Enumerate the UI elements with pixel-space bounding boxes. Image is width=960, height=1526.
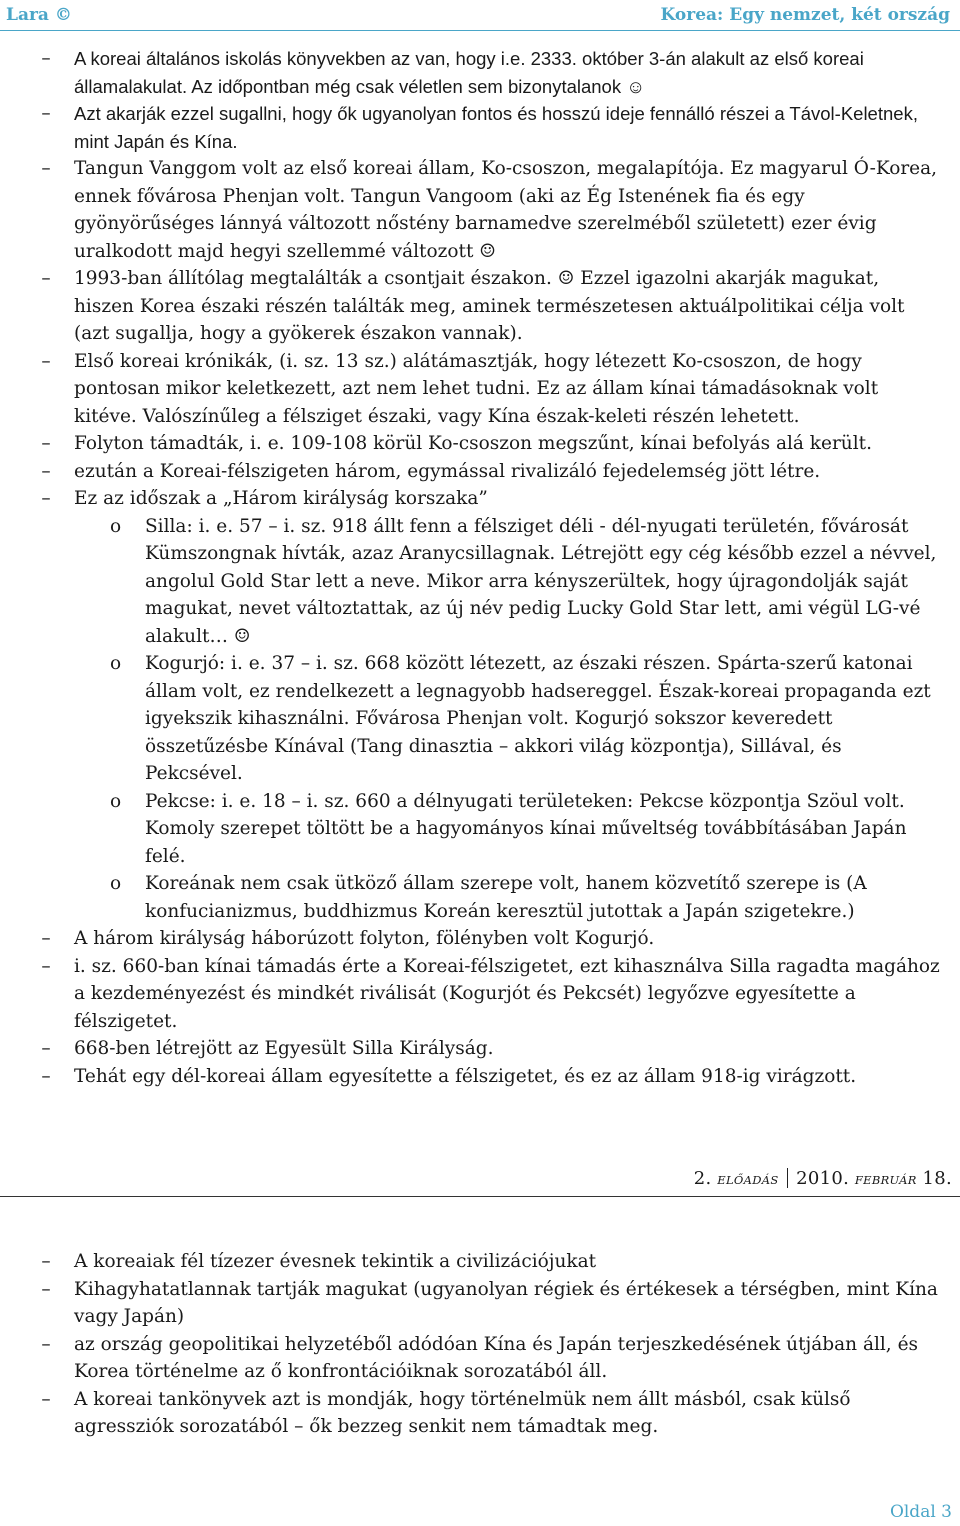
list-item-text: A három királyság háborúzott folyton, fölényben volt Kogurjó. <box>74 928 655 949</box>
dash-marker: – <box>41 1038 51 1059</box>
list-item-text: A koreai általános iskolás könyvekben az van, hogy i.e. 2333. október 3-án alakult az első koreai államalakulat. Az időpontban még csak véletlen sem bizonytalanok ☺ <box>74 48 864 97</box>
dash-marker: – <box>41 928 51 949</box>
list-item-text: Azt akarják ezzel sugallni, hogy ők ugyanolyan fontos és hosszú ideje fennálló részei a Távol-Keletnek, mint Japán és Kína. <box>74 103 918 152</box>
list-item <box>0 953 960 1036</box>
section-date-day: 18. <box>922 1168 952 1189</box>
sub-list-item-text: Silla: i. e. 57 – i. sz. 918 állt fenn a félsziget déli - dél-nyugati területén, fővárosát Kümszongnak hívták, azaz Aranycsillagnak. Létrejött egy cég később ezzel a névvel, angolul Gold Star lett a neve. Mikor arra kényszerültek, hogy újragondolják saját magukat, nevet változtattak, az új név pedig Lucky Gold Star lett, ami végül LG-vé alakult… ☺ <box>145 515 937 647</box>
list-item <box>0 1248 960 1276</box>
list-item-text: i. sz. 660-ban kínai támadás érte a Koreai-félszigetet, ezt kihasználva Silla ragadta magához a kezdeményezést és mindkét riválisát (Kogurjót és Pekcsét) legyőzve egyesítette a félszigetet. <box>74 955 940 1032</box>
list-item <box>0 430 960 458</box>
list-item-text: A koreai tankönyvek azt is mondják, hogy történelmük nem állt másból, csak külső agressziók sorozatából – ők bezzeg senkit nem támadtak meg. <box>74 1388 851 1437</box>
bullet-list-1 <box>0 45 960 1090</box>
dash-marker: – <box>41 268 51 289</box>
list-item-text: Kihagyhatatlannak tartják magukat (ugyanolyan régiek és értékesek a térségben, mint Kína vagy Japán) <box>74 1278 938 1327</box>
sub-list-item-text: Kogurjó: i. e. 37 – i. sz. 668 között létezett, az északi részen. Spárta-szerű katonai állam volt, ez rendelkezett a legnagyobb hadsereggel. Észak-koreai propaganda ezt igyekszik kihasználni. Fővárosa Phenjan volt. Kogurjó sokszor keveredett összetűzésbe Kínával (Tang dinasztia – akkori világ központja), Sillával, és Pekcsével. <box>145 653 931 784</box>
list-item-text: az ország geopolitikai helyzetéből adódóan Kína és Japán terjeszkedésének útjában áll, és Korea történelme az ő konfrontációiknak sorozatából áll. <box>74 1333 919 1382</box>
list-item <box>0 925 960 953</box>
list-item-text: 1993-ban állítólag megtalálták a csontjait északon. ☺ Ezzel igazolni akarják magukat, hiszen Korea északi részén találták meg, aminek természetesen aktuálpolitikai célja volt (azt sugallja, hogy a gyökerek északon vannak). <box>74 268 905 344</box>
list-item-text: Ez az időszak a „Három királyság korszaka” <box>74 488 488 509</box>
dash-marker: – <box>41 1333 51 1355</box>
section-rule <box>0 1196 960 1197</box>
sub-list-item <box>0 788 960 871</box>
sub-list-item <box>0 513 960 651</box>
dash-marker: – <box>41 1278 51 1300</box>
list-item <box>0 45 960 100</box>
section-number: 2. <box>693 1168 712 1189</box>
dash-marker: – <box>41 1388 51 1410</box>
dash-marker: – <box>41 433 51 454</box>
page-header <box>0 0 960 32</box>
sub-list-item-text: Koreának nem csak ütköző állam szerepe volt, hanem közvetítő szerepe is (A konfucianizmus, buddhizmus Koreán keresztül jutottak a Japán szigetekre.) <box>145 873 867 922</box>
sub-list-item <box>0 870 960 925</box>
circle-marker: o <box>110 873 122 894</box>
list-item <box>0 1063 960 1091</box>
list-item <box>0 458 960 486</box>
list-item <box>0 1386 960 1441</box>
dash-marker: – <box>41 460 51 482</box>
sub-list-item-text: Pekcse: i. e. 18 – i. sz. 660 a délnyugati területeken: Pekcse központja Szöul volt. Komoly szerepet töltött be a hagyományos kínai műveltség továbbításában Japán felé. <box>145 790 907 867</box>
section-heading <box>0 1168 952 1198</box>
dash-marker: – <box>41 488 51 509</box>
list-item <box>0 485 960 513</box>
list-item <box>0 1276 960 1331</box>
list-item-text: Tehát egy dél-koreai állam egyesítette a félszigetet, és ez az állam 918-ig virágzott. <box>74 1065 857 1087</box>
list-item <box>0 1331 960 1386</box>
list-item <box>0 1035 960 1063</box>
circle-marker: o <box>110 515 122 537</box>
dash-marker: – <box>41 158 51 179</box>
bullet-list-2 <box>0 1248 960 1441</box>
dash-marker: – <box>41 350 51 372</box>
section-separator <box>787 1168 789 1188</box>
header-author: Lara © <box>6 5 72 25</box>
list-item-text: Folyton támadták, i. e. 109-108 körül Ko-csoszon megszűnt, kínai befolyás alá került. <box>74 433 872 454</box>
dash-marker: – <box>41 1065 51 1087</box>
section-date-year: 2010. <box>796 1168 850 1189</box>
list-item <box>0 100 960 155</box>
list-item <box>0 155 960 265</box>
list-item-text: Első koreai krónikák, (i. sz. 13 sz.) alátámasztják, hogy létezett Ko-csoszon, de hogy pontosan mikor keletkezett, azt nem lehet tudni. Ez az állam kínai támadásoknak volt kitéve. Valószínűleg a félsziget északi, vagy Kína észak-keleti részén lehetett. <box>74 350 879 427</box>
dash-marker: – <box>41 955 51 977</box>
header-title: Korea: Egy nemzet, két ország <box>660 5 950 25</box>
dash-marker: – <box>41 48 51 69</box>
list-item <box>0 265 960 348</box>
dash-marker: – <box>41 1251 51 1272</box>
circle-marker: o <box>110 653 122 674</box>
list-item-text: A koreaiak fél tízezer évesnek tekintik a civilizációjukat <box>74 1251 597 1272</box>
list-item-text: Tangun Vanggom volt az első koreai állam, Ko-csoszon, megalapítója. Ez magyarul Ó-Korea, ennek fővárosa Phenjan volt. Tangun Vangoom (aki az Ég Istenének fia és egy gyönyörűséges lánnyá változott nőstény barnamedve szerelméből született) ezer évig uralkodott majd hegyi szellemmé változott ☺ <box>74 158 938 262</box>
list-item <box>0 348 960 431</box>
page-number: Oldal 3 <box>889 1502 952 1522</box>
section-date-month: FEBRUÁR <box>854 1173 917 1187</box>
list-item-text: 668-ben létrejött az Egyesült Silla Királyság. <box>74 1038 494 1059</box>
sub-list-item <box>0 650 960 788</box>
section-label: ELŐADÁS <box>717 1173 779 1187</box>
circle-marker: o <box>110 790 122 812</box>
header-rule <box>0 30 960 31</box>
list-item-text: ezután a Koreai-félszigeten három, egymással rivalizáló fejedelemség jött létre. <box>74 460 821 482</box>
dash-marker: – <box>41 103 51 124</box>
